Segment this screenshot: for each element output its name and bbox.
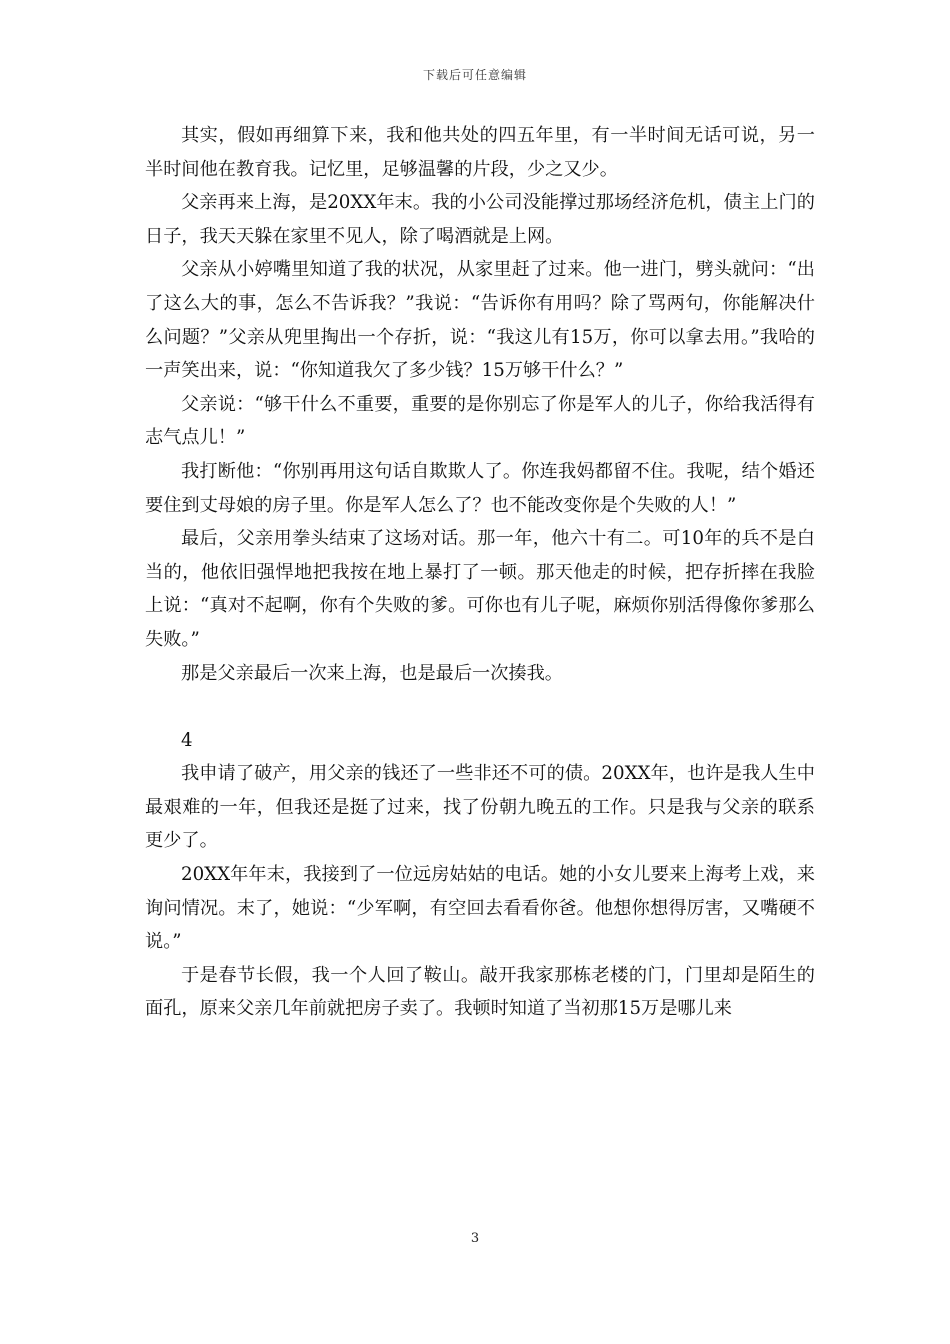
paragraph: 父亲从小婷嘴里知道了我的状况，从家里赶了过来。他一进门，劈头就问：“出了这么大的事，怎么不告诉我？”我说：“告诉你有用吗？除了骂两句，你能解决什么问题？”父亲从兜里掏出一个存折，说：“我这儿有15万，你可以拿去用。”我哈的一声笑出来，说：“你知道我欠了多少钱？15万够干什么？” bbox=[145, 259, 815, 382]
paragraph: 我申请了破产，用父亲的钱还了一些非还不可的债。20XX年，也许是我人生中最艰难的一年，但我还是挺了过来，找了份朝九晚五的工作。只是我与父亲的联系更少了。 bbox=[145, 763, 815, 852]
paragraph: 我打断他：“你别再用这句话自欺欺人了。你连我妈都留不住。我呢，结个婚还要住到丈母娘的房子里。你是军人怎么了？也不能改变你是个失败的人！” bbox=[145, 460, 815, 516]
paragraph: 最后，父亲用拳头结束了这场对话。那一年，他六十有二。可10年的兵不是白当的，他依旧强悍地把我按在地上暴打了一顿。那天他走的时候，把存折摔在我脸上说：“真对不起啊，你有个失败的爹。可你也有儿子呢，麻烦你别活得像你爹那么失败。” bbox=[145, 528, 815, 650]
paragraph: 于是春节长假，我一个人回了鞍山。敲开我家那栋老楼的门，门里却是陌生的面孔，原来父亲几年前就把房子卖了。我顿时知道了当初那15万是哪儿来 bbox=[145, 964, 815, 1020]
page-header: 下载后可任意编辑 bbox=[422, 68, 527, 82]
paragraph: 那是父亲最后一次来上海，也是最后一次揍我。 bbox=[181, 662, 563, 684]
document-body bbox=[145, 119, 815, 1026]
section-number: 4 bbox=[181, 729, 193, 751]
paragraph: 父亲说：“够干什么不重要，重要的是你别忘了你是军人的儿子，你给我活得有志气点儿！” bbox=[145, 393, 815, 449]
paragraph: 父亲再来上海，是20XX年末。我的小公司没能撑过那场经济危机，债主上门的日子，我天天躲在家里不见人，除了喝酒就是上网。 bbox=[145, 192, 815, 247]
paragraph: 20XX年年末，我接到了一位远房姑姑的电话。她的小女儿要来上海考上戏，来询问情况。末了，她说：“少军啊，有空回去看看你爸。他想你想得厉害，又嘴硬不说。” bbox=[145, 864, 815, 953]
page-number: 3 bbox=[470, 1231, 480, 1246]
paragraph: 其实，假如再细算下来，我和他共处的四五年里，有一半时间无话可说，另一半时间他在教育我。记忆里，足够温馨的片段，少之又少。 bbox=[145, 125, 815, 180]
